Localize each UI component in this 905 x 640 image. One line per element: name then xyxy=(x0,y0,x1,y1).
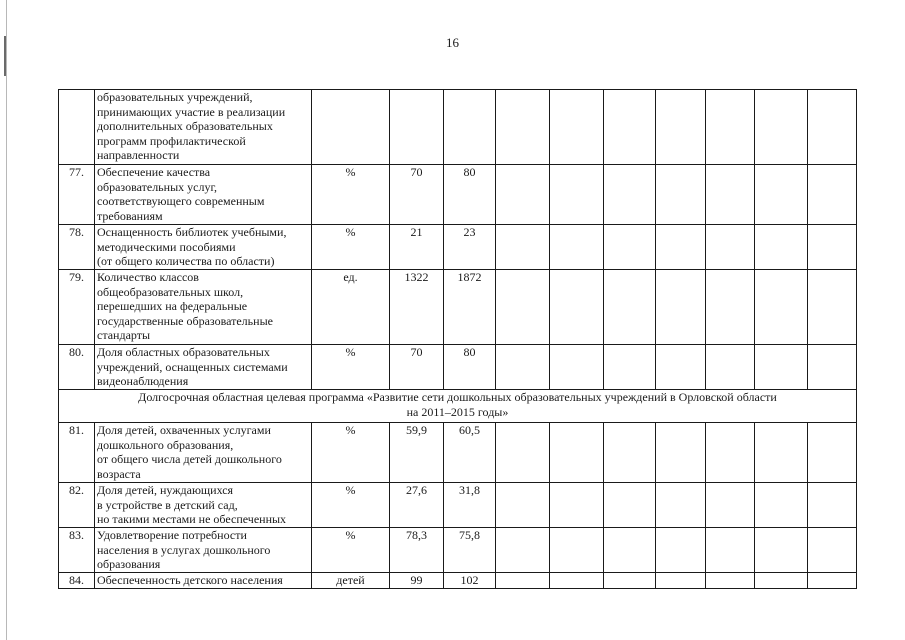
value-cell: 99 xyxy=(390,573,444,589)
indicator-name-line: Обеспечение качества xyxy=(97,165,211,179)
indicator-name xyxy=(95,165,312,225)
empty-cell xyxy=(496,165,550,225)
empty-cell xyxy=(550,270,604,345)
indicator-name-line: от общего числа детей дошкольного xyxy=(97,452,282,466)
indicator-name xyxy=(95,225,312,270)
empty-cell xyxy=(604,270,656,345)
empty-cell xyxy=(706,345,755,390)
value-cell: 27,6 xyxy=(390,483,444,528)
row-number: 79. xyxy=(59,270,95,345)
empty-cell xyxy=(496,483,550,528)
indicator-name-line: стандарты xyxy=(97,328,151,342)
indicator-name-line: соответствующего современным xyxy=(97,194,265,208)
row-number: 81. xyxy=(59,423,95,483)
empty-cell xyxy=(656,528,706,573)
value-cell: 31,8 xyxy=(444,483,496,528)
empty-cell xyxy=(808,573,857,589)
empty-cell xyxy=(550,423,604,483)
value-cell: 21 xyxy=(390,225,444,270)
empty-cell xyxy=(808,423,857,483)
unit-cell: ед. xyxy=(312,270,390,345)
table-row xyxy=(59,483,857,528)
empty-cell xyxy=(808,165,857,225)
indicator-name-line: образования xyxy=(97,557,161,571)
empty-cell xyxy=(496,423,550,483)
empty-cell xyxy=(604,90,656,165)
section-title-line: Долгосрочная областная целевая программа «Развитие сети дошкольных образовательных учреждений в Орловской области xyxy=(138,390,777,404)
table-body xyxy=(59,90,857,589)
section-title xyxy=(59,390,857,423)
empty-cell xyxy=(550,573,604,589)
empty-cell xyxy=(755,423,808,483)
empty-cell xyxy=(656,90,706,165)
indicator-name-line: но такими местами не обеспеченных xyxy=(97,512,287,526)
empty-cell xyxy=(604,483,656,528)
empty-cell xyxy=(755,345,808,390)
row-number xyxy=(59,90,95,165)
value-cell: 102 xyxy=(444,573,496,589)
value-cell: 59,9 xyxy=(390,423,444,483)
empty-cell xyxy=(496,573,550,589)
indicator-name xyxy=(95,345,312,390)
empty-cell xyxy=(550,90,604,165)
indicator-name xyxy=(95,423,312,483)
value-cell: 80 xyxy=(444,345,496,390)
empty-cell xyxy=(755,573,808,589)
table-row xyxy=(59,528,857,573)
empty-cell xyxy=(550,165,604,225)
empty-cell xyxy=(550,483,604,528)
empty-cell xyxy=(604,528,656,573)
empty-cell xyxy=(656,573,706,589)
section-title-line: на 2011–2015 годы» xyxy=(406,404,509,419)
empty-cell xyxy=(604,573,656,589)
indicator-name-line: общеобразовательных школ, xyxy=(97,284,244,299)
indicator-name-line: в устройстве в детский сад, xyxy=(97,497,238,512)
unit-cell: % xyxy=(312,423,390,483)
unit-cell: % xyxy=(312,165,390,225)
unit-cell xyxy=(312,90,390,165)
value-cell: 75,8 xyxy=(444,528,496,573)
empty-cell xyxy=(706,90,755,165)
empty-cell xyxy=(808,90,857,165)
unit-cell: % xyxy=(312,225,390,270)
indicator-name xyxy=(95,528,312,573)
table-row xyxy=(59,270,857,345)
indicator-name-line: Обеспеченность детского населения xyxy=(97,573,283,587)
indicator-name-line: возраста xyxy=(97,466,141,481)
indicator-name xyxy=(95,483,312,528)
unit-cell: детей xyxy=(312,573,390,589)
indicator-name-line: видеонаблюдения xyxy=(97,374,189,388)
section-header-row xyxy=(59,390,857,423)
empty-cell xyxy=(808,345,857,390)
indicator-name-line: принимающих участие в реализации xyxy=(97,104,286,119)
empty-cell xyxy=(496,90,550,165)
value-cell: 60,5 xyxy=(444,423,496,483)
value-cell: 80 xyxy=(444,165,496,225)
indicator-name-line: дополнительных образовательных xyxy=(97,119,273,133)
empty-cell xyxy=(706,528,755,573)
empty-cell xyxy=(656,345,706,390)
indicator-name xyxy=(95,270,312,345)
empty-cell xyxy=(755,225,808,270)
empty-cell xyxy=(550,225,604,270)
empty-cell xyxy=(550,528,604,573)
empty-cell xyxy=(656,423,706,483)
indicator-name-line: Оснащенность библиотек учебными, xyxy=(97,225,287,239)
row-number: 82. xyxy=(59,483,95,528)
indicator-name-line: Доля детей, охваченных услугами xyxy=(97,423,271,437)
empty-cell xyxy=(706,165,755,225)
indicator-name-line: образовательных услуг, xyxy=(97,179,218,194)
value-cell: 1322 xyxy=(390,270,444,345)
value-cell xyxy=(444,90,496,165)
indicator-name-line: дошкольного образования, xyxy=(97,437,234,452)
indicator-name xyxy=(95,573,312,589)
row-number: 83. xyxy=(59,528,95,573)
empty-cell xyxy=(604,423,656,483)
unit-cell: % xyxy=(312,528,390,573)
indicator-name-line: учреждений, оснащенных системами xyxy=(97,359,288,374)
empty-cell xyxy=(656,225,706,270)
indicator-name-line: методическими пособиями xyxy=(97,239,236,254)
empty-cell xyxy=(656,483,706,528)
empty-cell xyxy=(656,270,706,345)
indicator-name-line: (от общего количества по области) xyxy=(97,254,275,268)
value-cell: 70 xyxy=(390,345,444,390)
empty-cell xyxy=(706,225,755,270)
empty-cell xyxy=(706,423,755,483)
table-row xyxy=(59,423,857,483)
indicator-name-line: Удовлетворение потребности xyxy=(97,528,247,542)
table-row xyxy=(59,345,857,390)
scan-edge-line xyxy=(6,0,7,640)
row-number: 77. xyxy=(59,165,95,225)
empty-cell xyxy=(755,483,808,528)
value-cell: 1872 xyxy=(444,270,496,345)
empty-cell xyxy=(808,483,857,528)
empty-cell xyxy=(808,528,857,573)
indicator-name xyxy=(95,90,312,165)
row-number: 84. xyxy=(59,573,95,589)
empty-cell xyxy=(808,225,857,270)
table-row xyxy=(59,165,857,225)
empty-cell xyxy=(496,528,550,573)
indicator-name-line: Доля областных образовательных xyxy=(97,345,270,359)
empty-cell xyxy=(604,165,656,225)
empty-cell xyxy=(706,483,755,528)
value-cell: 70 xyxy=(390,165,444,225)
indicator-name-line: образовательных учреждений, xyxy=(97,90,253,104)
table-row xyxy=(59,225,857,270)
empty-cell xyxy=(755,528,808,573)
indicator-name-line: государственные образовательные xyxy=(97,313,273,328)
indicator-name-line: населения в услугах дошкольного xyxy=(97,542,271,557)
empty-cell xyxy=(706,270,755,345)
empty-cell xyxy=(550,345,604,390)
indicator-name-line: программ профилактической xyxy=(97,133,246,148)
unit-cell: % xyxy=(312,345,390,390)
indicator-name-line: направленности xyxy=(97,148,180,162)
page-number: 16 xyxy=(446,35,459,50)
table-row xyxy=(59,573,857,589)
empty-cell xyxy=(706,573,755,589)
empty-cell xyxy=(755,165,808,225)
indicator-name-line: требованиям xyxy=(97,208,163,223)
empty-cell xyxy=(755,270,808,345)
indicator-name-line: Доля детей, нуждающихся xyxy=(97,483,234,497)
indicator-name-line: перешедших на федеральные xyxy=(97,299,248,313)
empty-cell xyxy=(808,270,857,345)
table-row xyxy=(59,90,857,165)
value-cell xyxy=(390,90,444,165)
row-number: 80. xyxy=(59,345,95,390)
indicators-table xyxy=(58,89,857,589)
value-cell: 78,3 xyxy=(390,528,444,573)
row-number: 78. xyxy=(59,225,95,270)
empty-cell xyxy=(755,90,808,165)
indicator-name-line: Количество классов xyxy=(97,270,199,284)
empty-cell xyxy=(496,225,550,270)
value-cell: 23 xyxy=(444,225,496,270)
empty-cell xyxy=(656,165,706,225)
empty-cell xyxy=(496,345,550,390)
unit-cell: % xyxy=(312,483,390,528)
empty-cell xyxy=(496,270,550,345)
empty-cell xyxy=(604,225,656,270)
empty-cell xyxy=(604,345,656,390)
